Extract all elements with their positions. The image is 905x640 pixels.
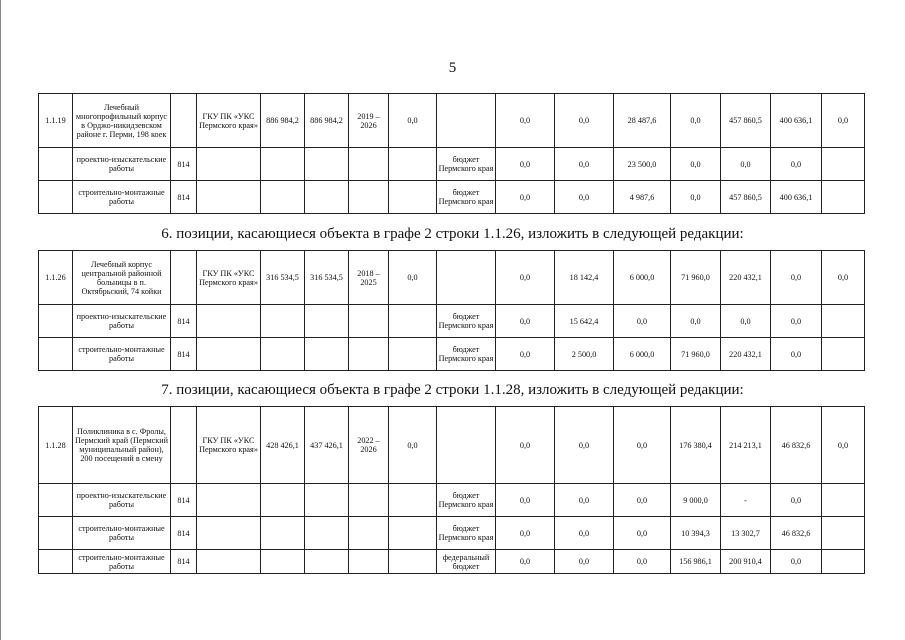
- budget-code-cell: 814: [171, 148, 197, 181]
- year-col-7-cell: [822, 338, 865, 371]
- year-col-1-cell: 0,0: [496, 251, 555, 305]
- table-row-subitem: [39, 550, 865, 574]
- period-cell: [349, 517, 389, 550]
- customer-cell: [197, 148, 261, 181]
- row-number-cell: [39, 550, 73, 574]
- source-cell: [437, 407, 496, 484]
- year-col-5-cell: 200 910,4: [721, 550, 771, 574]
- finance-col-1-cell: [389, 338, 437, 371]
- row-number-cell: [39, 338, 73, 371]
- source-cell: [437, 251, 496, 305]
- budget-code-cell: [171, 94, 197, 148]
- row-number-cell: [39, 305, 73, 338]
- object-table: [38, 406, 865, 574]
- year-col-3-cell: 28 487,6: [614, 94, 671, 148]
- year-col-1-cell: 0,0: [496, 181, 555, 214]
- finance-col-1-cell: [389, 148, 437, 181]
- year-col-3-cell: 4 987,6: [614, 181, 671, 214]
- period-cell: [349, 484, 389, 517]
- year-col-7-cell: 0,0: [822, 407, 865, 484]
- source-cell: бюджет Пермского края: [437, 484, 496, 517]
- year-col-3-cell: 6 000,0: [614, 251, 671, 305]
- year-col-7-cell: 0,0: [822, 94, 865, 148]
- row-number-cell: [39, 484, 73, 517]
- year-col-5-cell: 13 302,7: [721, 517, 771, 550]
- total-cost-cell: [261, 148, 305, 181]
- year-col-7-cell: [822, 550, 865, 574]
- year-col-5-cell: 0,0: [721, 305, 771, 338]
- year-col-3-cell: 0,0: [614, 484, 671, 517]
- year-col-2-cell: 0,0: [555, 181, 614, 214]
- finance-col-1-cell: 0,0: [389, 407, 437, 484]
- year-col-6-cell: 46 832,6: [771, 517, 822, 550]
- year-col-2-cell: 2 500,0: [555, 338, 614, 371]
- year-col-4-cell: 0,0: [671, 94, 721, 148]
- finance-col-1-cell: [389, 484, 437, 517]
- object-table: [38, 250, 865, 371]
- customer-cell: [197, 181, 261, 214]
- estimated-cost-cell: [305, 181, 349, 214]
- year-col-3-cell: 0,0: [614, 550, 671, 574]
- year-col-1-cell: 0,0: [496, 305, 555, 338]
- year-col-3-cell: 23 500,0: [614, 148, 671, 181]
- object-table: [38, 93, 865, 214]
- period-cell: [349, 305, 389, 338]
- source-cell: бюджет Пермского края: [437, 517, 496, 550]
- year-col-1-cell: 0,0: [496, 484, 555, 517]
- total-cost-cell: 428 426,1: [261, 407, 305, 484]
- year-col-7-cell: 0,0: [822, 251, 865, 305]
- budget-code-cell: 814: [171, 305, 197, 338]
- year-col-6-cell: 0,0: [771, 484, 822, 517]
- estimated-cost-cell: [305, 550, 349, 574]
- object-name-cell: Лечебный многопрофильный корпус в Орджо-никидзевском районе г. Перми, 198 коек: [73, 94, 171, 148]
- row-number-cell: 1.1.26: [39, 251, 73, 305]
- budget-code-cell: 814: [171, 338, 197, 371]
- year-col-6-cell: 400 636,1: [771, 181, 822, 214]
- period-cell: [349, 550, 389, 574]
- year-col-2-cell: 0,0: [555, 550, 614, 574]
- year-col-2-cell: 0,0: [555, 94, 614, 148]
- table-row-subitem: [39, 484, 865, 517]
- section-heading: 7. позиции, касающиеся объекта в графе 2 строки 1.1.28, изложить в следующей редакции:: [161, 382, 744, 398]
- finance-col-1-cell: [389, 550, 437, 574]
- total-cost-cell: [261, 181, 305, 214]
- total-cost-cell: [261, 550, 305, 574]
- customer-cell: [197, 305, 261, 338]
- year-col-6-cell: 0,0: [771, 338, 822, 371]
- year-col-1-cell: 0,0: [496, 517, 555, 550]
- year-col-3-cell: 6 000,0: [614, 338, 671, 371]
- estimated-cost-cell: 886 984,2: [305, 94, 349, 148]
- customer-cell: ГКУ ПК «УКС Пермского края»: [197, 94, 261, 148]
- period-cell: [349, 181, 389, 214]
- customer-cell: [197, 550, 261, 574]
- finance-col-1-cell: [389, 517, 437, 550]
- year-col-5-cell: 220 432,1: [721, 251, 771, 305]
- object-name-cell: строительно-монтажные работы: [73, 517, 171, 550]
- year-col-2-cell: 15 642,4: [555, 305, 614, 338]
- table-row-subitem: [39, 305, 865, 338]
- total-cost-cell: 886 984,2: [261, 94, 305, 148]
- estimated-cost-cell: [305, 305, 349, 338]
- budget-code-cell: 814: [171, 484, 197, 517]
- total-cost-cell: [261, 305, 305, 338]
- estimated-cost-cell: [305, 148, 349, 181]
- year-col-2-cell: 0,0: [555, 517, 614, 550]
- year-col-5-cell: 457 860,5: [721, 181, 771, 214]
- year-col-1-cell: 0,0: [496, 94, 555, 148]
- year-col-6-cell: 0,0: [771, 251, 822, 305]
- total-cost-cell: [261, 338, 305, 371]
- total-cost-cell: [261, 484, 305, 517]
- source-cell: [437, 94, 496, 148]
- year-col-2-cell: 0,0: [555, 484, 614, 517]
- table-row-subitem: [39, 148, 865, 181]
- object-name-cell: строительно-монтажные работы: [73, 181, 171, 214]
- year-col-2-cell: 0,0: [555, 148, 614, 181]
- year-col-3-cell: 0,0: [614, 305, 671, 338]
- year-col-3-cell: 0,0: [614, 407, 671, 484]
- year-col-5-cell: 0,0: [721, 148, 771, 181]
- object-name-cell: проектно-изыскательские работы: [73, 484, 171, 517]
- period-cell: 2019 – 2026: [349, 94, 389, 148]
- year-col-4-cell: 9 000,0: [671, 484, 721, 517]
- year-col-7-cell: [822, 517, 865, 550]
- year-col-5-cell: 214 213,1: [721, 407, 771, 484]
- year-col-4-cell: 176 380,4: [671, 407, 721, 484]
- estimated-cost-cell: 316 534,5: [305, 251, 349, 305]
- customer-cell: [197, 338, 261, 371]
- row-number-cell: [39, 181, 73, 214]
- year-col-7-cell: [822, 181, 865, 214]
- table-row-object: [39, 94, 865, 148]
- year-col-6-cell: 400 636,1: [771, 94, 822, 148]
- estimated-cost-cell: 437 426,1: [305, 407, 349, 484]
- source-cell: бюджет Пермского края: [437, 148, 496, 181]
- year-col-2-cell: 18 142,4: [555, 251, 614, 305]
- budget-code-cell: [171, 251, 197, 305]
- finance-col-1-cell: 0,0: [389, 251, 437, 305]
- year-col-6-cell: 0,0: [771, 148, 822, 181]
- estimated-cost-cell: [305, 517, 349, 550]
- total-cost-cell: 316 534,5: [261, 251, 305, 305]
- total-cost-cell: [261, 517, 305, 550]
- year-col-3-cell: 0,0: [614, 517, 671, 550]
- period-cell: 2022 – 2026: [349, 407, 389, 484]
- year-col-6-cell: 0,0: [771, 305, 822, 338]
- finance-col-1-cell: [389, 181, 437, 214]
- customer-cell: ГКУ ПК «УКС Пермского края»: [197, 407, 261, 484]
- source-cell: бюджет Пермского края: [437, 181, 496, 214]
- year-col-4-cell: 71 960,0: [671, 338, 721, 371]
- year-col-4-cell: 10 394,3: [671, 517, 721, 550]
- object-name-cell: проектно-изыскательские работы: [73, 148, 171, 181]
- year-col-6-cell: 46 832,6: [771, 407, 822, 484]
- period-cell: [349, 338, 389, 371]
- period-cell: 2018 – 2025: [349, 251, 389, 305]
- year-col-4-cell: 71 960,0: [671, 251, 721, 305]
- budget-code-cell: 814: [171, 181, 197, 214]
- estimated-cost-cell: [305, 338, 349, 371]
- year-col-7-cell: [822, 484, 865, 517]
- customer-cell: [197, 484, 261, 517]
- finance-col-1-cell: [389, 305, 437, 338]
- year-col-1-cell: 0,0: [496, 148, 555, 181]
- table-row-subitem: [39, 338, 865, 371]
- year-col-5-cell: 457 860,5: [721, 94, 771, 148]
- source-cell: федеральный бюджет: [437, 550, 496, 574]
- object-name-cell: строительно-монтажные работы: [73, 550, 171, 574]
- object-name-cell: строительно-монтажные работы: [73, 338, 171, 371]
- object-name-cell: Поликлиника в с. Фролы, Пермский край (Пермский муниципальный район), 200 посещений в смену: [73, 407, 171, 484]
- year-col-1-cell: 0,0: [496, 550, 555, 574]
- table-row-object: [39, 251, 865, 305]
- year-col-4-cell: 0,0: [671, 305, 721, 338]
- customer-cell: ГКУ ПК «УКС Пермского края»: [197, 251, 261, 305]
- year-col-7-cell: [822, 305, 865, 338]
- year-col-7-cell: [822, 148, 865, 181]
- finance-col-1-cell: 0,0: [389, 94, 437, 148]
- table-row-subitem: [39, 517, 865, 550]
- year-col-5-cell: -: [721, 484, 771, 517]
- row-number-cell: 1.1.28: [39, 407, 73, 484]
- table-row-object: [39, 407, 865, 484]
- year-col-5-cell: 220 432,1: [721, 338, 771, 371]
- year-col-1-cell: 0,0: [496, 338, 555, 371]
- period-cell: [349, 148, 389, 181]
- table-row-subitem: [39, 181, 865, 214]
- budget-code-cell: 814: [171, 517, 197, 550]
- row-number-cell: 1.1.19: [39, 94, 73, 148]
- year-col-1-cell: 0,0: [496, 407, 555, 484]
- budget-code-cell: [171, 407, 197, 484]
- budget-code-cell: 814: [171, 550, 197, 574]
- object-name-cell: Лечебный корпус центральной районной больницы в п. Октябрьский, 74 койки: [73, 251, 171, 305]
- estimated-cost-cell: [305, 484, 349, 517]
- year-col-6-cell: 0,0: [771, 550, 822, 574]
- source-cell: бюджет Пермского края: [437, 305, 496, 338]
- source-cell: бюджет Пермского края: [437, 338, 496, 371]
- year-col-4-cell: 0,0: [671, 181, 721, 214]
- object-name-cell: проектно-изыскательские работы: [73, 305, 171, 338]
- section-heading: 6. позиции, касающиеся объекта в графе 2 строки 1.1.26, изложить в следующей редакции:: [161, 226, 744, 242]
- scan-edge-line: [0, 0, 1, 640]
- year-col-4-cell: 0,0: [671, 148, 721, 181]
- row-number-cell: [39, 517, 73, 550]
- page-number: 5: [448, 60, 457, 76]
- year-col-2-cell: 0,0: [555, 407, 614, 484]
- customer-cell: [197, 517, 261, 550]
- row-number-cell: [39, 148, 73, 181]
- year-col-4-cell: 156 986,1: [671, 550, 721, 574]
